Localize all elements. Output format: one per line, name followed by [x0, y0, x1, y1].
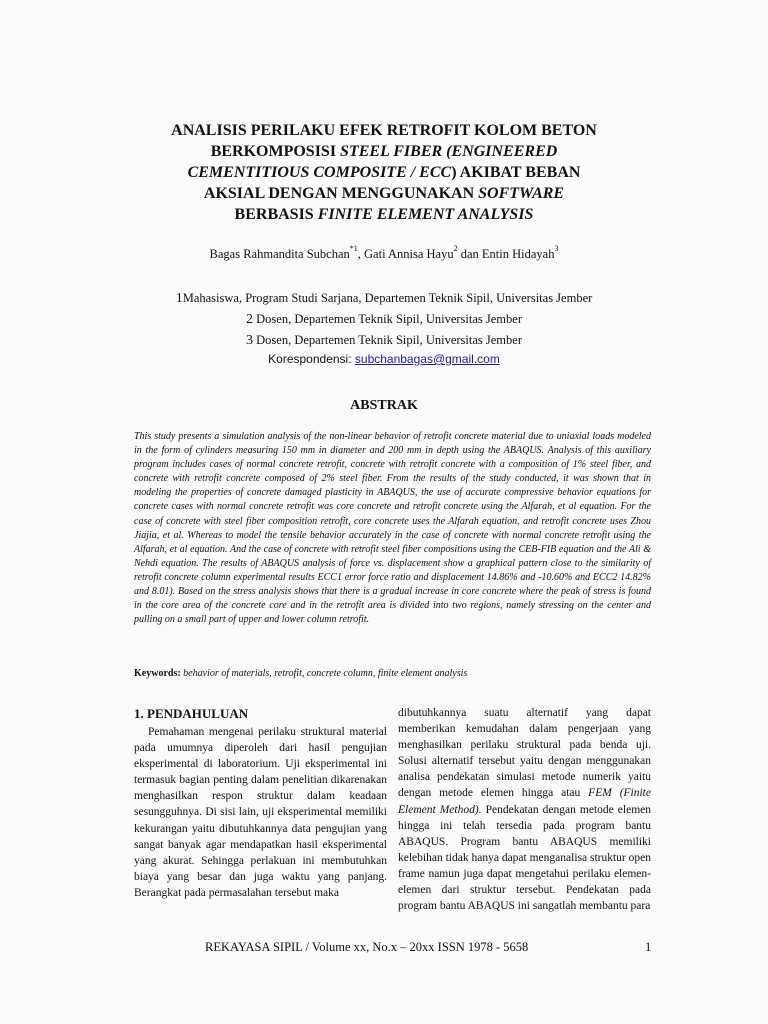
page-number: 1: [645, 940, 652, 954]
keywords-label: Keywords:: [134, 668, 181, 679]
author-list: [0, 244, 768, 262]
paper-title: [0, 120, 768, 225]
correspondence: [0, 351, 768, 367]
column-left: [134, 705, 387, 901]
affiliations: [0, 288, 768, 367]
affiliation-2-text: Dosen, Departemen Teknik Sipil, Universitas Jember: [253, 312, 522, 326]
author-2: , Gati Annisa Hayu: [357, 247, 454, 261]
author-3-sup: 3: [554, 244, 559, 253]
title-line-5-italic: FINITE ELEMENT ANALYSIS: [317, 206, 534, 223]
column-right: [398, 705, 651, 914]
title-line-2-italic: STEEL FIBER (ENGINEERED: [340, 143, 558, 160]
title-line-4-prefix: AKSIAL DENGAN MENGGUNAKAN: [203, 185, 479, 202]
paragraph-right: [398, 705, 651, 914]
paragraph-right-part-2: Pendekatan dengan metode elemen hingga ini telah tersedia pada program bantu ABAQUS. Program bantu ABAQUS memiliki kelebihan tidak hanya dapat menganalisa struktur open frame namun juga dapat mengetahui perilaku elemen-elemen dari struktur tersebut. Pendekatan pada program bantu ABAQUS ini sangatlah membantu para: [398, 803, 651, 913]
affiliation-2: [0, 309, 768, 330]
keywords-text: behavior of materials, retrofit, concrete column, finite element analysis: [180, 668, 468, 679]
author-1: Bagas Rahmandita Subchan: [209, 247, 350, 261]
affiliation-1: [0, 288, 768, 309]
email-link[interactable]: subchanbagas@gmail.com: [354, 352, 500, 366]
correspondence-label: Korespondensi:: [268, 352, 355, 366]
title-line-3-suffix: ) AKIBAT BEBAN: [451, 164, 581, 181]
affiliation-3-text: Dosen, Departemen Teknik Sipil, Universitas Jember: [253, 333, 522, 347]
affiliation-1-num: 1: [175, 291, 183, 306]
title-line-4: [0, 183, 768, 204]
section-heading: 1. PENDAHULUAN: [134, 706, 249, 721]
affiliation-3: [0, 330, 768, 351]
affiliation-3-num: 3: [246, 333, 253, 348]
paragraph-right-italic: FEM (Finite Element Method).: [398, 787, 651, 816]
abstract-body: This study presents a simulation analysis of the non-linear behavior of retrofit concrete material due to uniaxial loads modeled in the form of cylinders measuring 150 mm in diameter and 200 mm in depth using the ABAQUS. Analysis of this auxiliary program includes cases of normal concrete retrofit, concrete with retrofit concrete with a composition of 1% steel fiber, and concrete with retrofit concrete composed of 2% steel fiber. From the results of the study conducted, it was shown that in modeling the properties of concrete damaged plasticity in ABAQUS, the use of accurate compressive behavior equations for concrete cases with normal concrete retrofit was core concrete and retrofit concrete using the Alfarah, et al equation. For the case of concrete with steel fiber composition retrofit, core concrete uses the Alfarah equation, and retrofit concrete uses Zhou Jiajia, et al. Whereas to model the tensile behavior accurately in the case of concrete with normal concrete retrofit using the Alfarah, et al equation. And the case of concrete with retrofit steel fiber compositions using the CEB-FIB equation and the Ali & Nehdi equation. The results of ABAQUS analysis of force vs. displacement show a graphical pattern close to the similarity of retrofit concrete column experimental results ECC1 error force ratio and displacement 14.86% and -10.60% and ECC2 14.82% and 8.01). Based on the stress analysis shows that there is a gradual increase in core concrete where the peak of stress is found in the core area of the concrete core and in the retrofit area is divided into two regions, namely stressing on the center and pulling on a small part of upper and lower column retrofit.: [134, 431, 651, 626]
author-1-sup: *1: [349, 244, 358, 253]
keywords: [134, 668, 651, 679]
affiliation-1-text: Mahasiswa, Program Studi Sarjana, Departemen Teknik Sipil, Universitas Jember: [182, 291, 593, 305]
title-line-1: ANALISIS PERILAKU EFEK RETROFIT KOLOM BETON: [171, 122, 597, 139]
title-line-3: [0, 162, 768, 183]
title-line-3-italic: CEMENTITIOUS COMPOSITE / ECC: [187, 164, 452, 181]
title-line-2-prefix: BERKOMPOSISI: [210, 143, 341, 160]
abstract-heading: ABSTRAK: [350, 398, 418, 413]
title-line-5: [0, 204, 768, 225]
affiliation-2-num: 2: [246, 312, 253, 327]
paragraph-right-part-1: dibutuhkannya suatu alternatif yang dapat memberikan kemudahan dalam pengerjaan yang menghasilkan perilaku struktural pada benda uji. Solusi alternatif tersebut yaitu dengan menggunakan analisa pendekatan simulasi metode numerik yaitu dengan metode elemen hingga atau: [398, 707, 651, 800]
footer-text: REKAYASA SIPIL / Volume xx, No.x – 20xx ISSN 1978 - 5658: [205, 940, 529, 954]
author-2-sup: 2: [453, 244, 458, 253]
paragraph-left: Pemahaman mengenai perilaku struktural material pada umumnya diperoleh dari hasil pengujian eksperimental di laboratorium. Uji eksperimental ini termasuk bagian penting dalam penelitian dikarenakan menghasilkan respon struktur dalam keadaan sesungguhnya. Di sisi lain, uji eksperimental memiliki kekurangan yaitu dibutuhkannya data pengujian yang sangat banyak agar mendapatkan hasil eksperimental yang akurat. Sehingga perlakuan ini membutuhkan biaya yang besar dan juga waktu yang panjang. Berangkat pada permasalahan tersebut maka: [134, 726, 387, 899]
title-line-2: [0, 141, 768, 162]
title-line-4-italic: SOFTWARE: [478, 185, 565, 202]
author-3: dan Entin Hidayah: [457, 247, 555, 261]
title-line-5-prefix: BERBASIS: [234, 206, 318, 223]
